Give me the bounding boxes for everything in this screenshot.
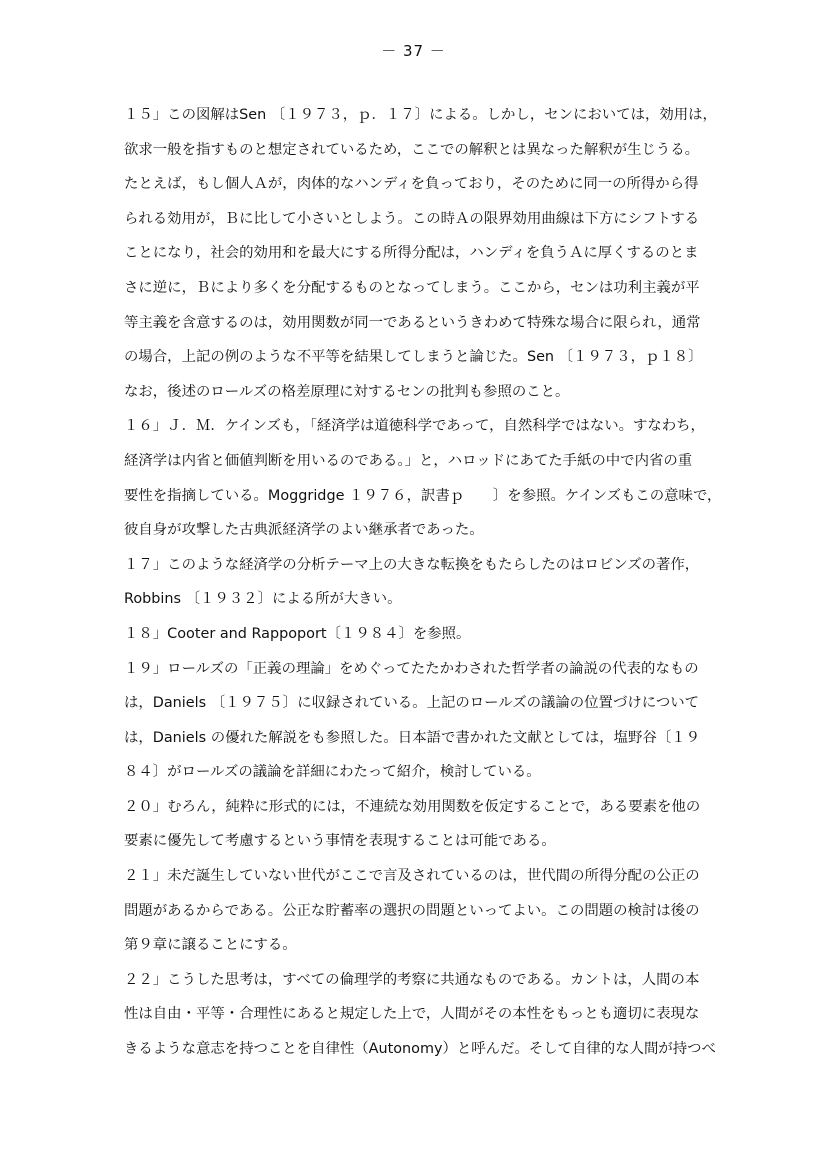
note-line: ８４〕がロールズの議論を詳細にわたって紹介，検討している。 (124, 764, 541, 781)
note-line: １５」この図解はSen 〔１９７３，ｐ．１７〕による。しかし，センにおいては，効用は， (124, 107, 717, 123)
note-line: 要素に優先して考慮するという事情を表現することは可能である。 (124, 833, 556, 850)
note-line: １９」ロールズの「正義の理論」をめぐってたたかわされた哲学者の論説の代表的なもの (124, 660, 699, 677)
note-line: 経済学は内省と価値判断を用いるのである。」と，ハロッドにあてた手紙の中で内省の重 (124, 452, 693, 469)
note-line: の場合，上記の例のような不平等を結果してしまうと論じた。Sen 〔１９７３，ｐ１８〕 (124, 349, 703, 366)
note-line: さに逆に，Ｂにより多くを分配するものとなってしまう。ここから，センは功利主義が平 (124, 279, 700, 296)
note-line: １６」Ｊ．Ｍ．ケインズも，「経済学は道徳科学であって，自然科学ではない。すなわち， (124, 418, 705, 435)
note-line: 第９章に譲ることにする。 (124, 937, 297, 954)
note-line: 欲求一般を指すものと想定されているため，ここでの解釈とは異なった解釈が生じうる。 (124, 141, 700, 158)
note-line: 彼自身が攻撃した古典派経済学のよい継承者であった。 (124, 522, 484, 539)
note-line: たとえば，もし個人Ａが，肉体的なハンディを負っており，そのために同一の所得から得 (124, 176, 699, 193)
note-line: なお，後述のロールズの格差原理に対するセンの批判も参照のこと。 (124, 383, 570, 400)
footnotes (124, 98, 724, 1067)
note-line: 等主義を含意するのは，効用関数が同一であるというきわめて特殊な場合に限られ，通常 (124, 314, 701, 331)
note-line: ２２」こうした思考は，すべての倫理学的考察に共通なものである。カントは，人間の本 (124, 971, 700, 988)
note-line: １７」このような経済学の分析テーマ上の大きな転換をもたらしたのはロビンズの著作， (124, 556, 700, 573)
note-line: １８」Cooter and Rappoport〔１９８４〕を参照。 (124, 625, 471, 642)
note-line: 要性を指摘している。Moggridge １９７６，訳書ｐ 〕を参照。ケインズもこの意味で， (124, 487, 722, 504)
page-number: － 37 － (381, 42, 446, 60)
note-line: られる効用が，Ｂに比して小さいとしよう。この時Ａの限界効用曲線は下方にシフトする (124, 210, 700, 227)
note-line: ことになり，社会的効用和を最大にする所得分配は，ハンディを負うＡに厚くするのとま (124, 245, 699, 262)
note-line: 問題があるからである。公正な貯蓄率の選択の問題といってよい。この問題の検討は後の (124, 902, 700, 919)
note-line: Robbins 〔１９３２〕による所が大きい。 (124, 591, 402, 608)
note-line: ２０」むろん，純粋に形式的には，不連続な効用関数を仮定することで，ある要素を他の (124, 798, 701, 815)
note-line: きるような意志を持つことを自律性（Autonomy）と呼んだ。そして自律的な人間が持つべ (124, 1041, 716, 1058)
note-line: 性は自由・平等・合理性にあると規定した上で，人間がその本性をもっとも適切に表現な (124, 1006, 700, 1023)
note-line: は，Daniels の優れた解説をも参照した。日本語で書かれた文献としては，塩野谷〔１９ (124, 729, 701, 746)
note-line: ２１」未だ誕生していない世代がここで言及されているのは，世代間の所得分配の公正の (124, 868, 700, 885)
note-line: は，Daniels 〔１９７５〕に収録されている。上記のロールズの議論の位置づけについて (124, 695, 699, 712)
